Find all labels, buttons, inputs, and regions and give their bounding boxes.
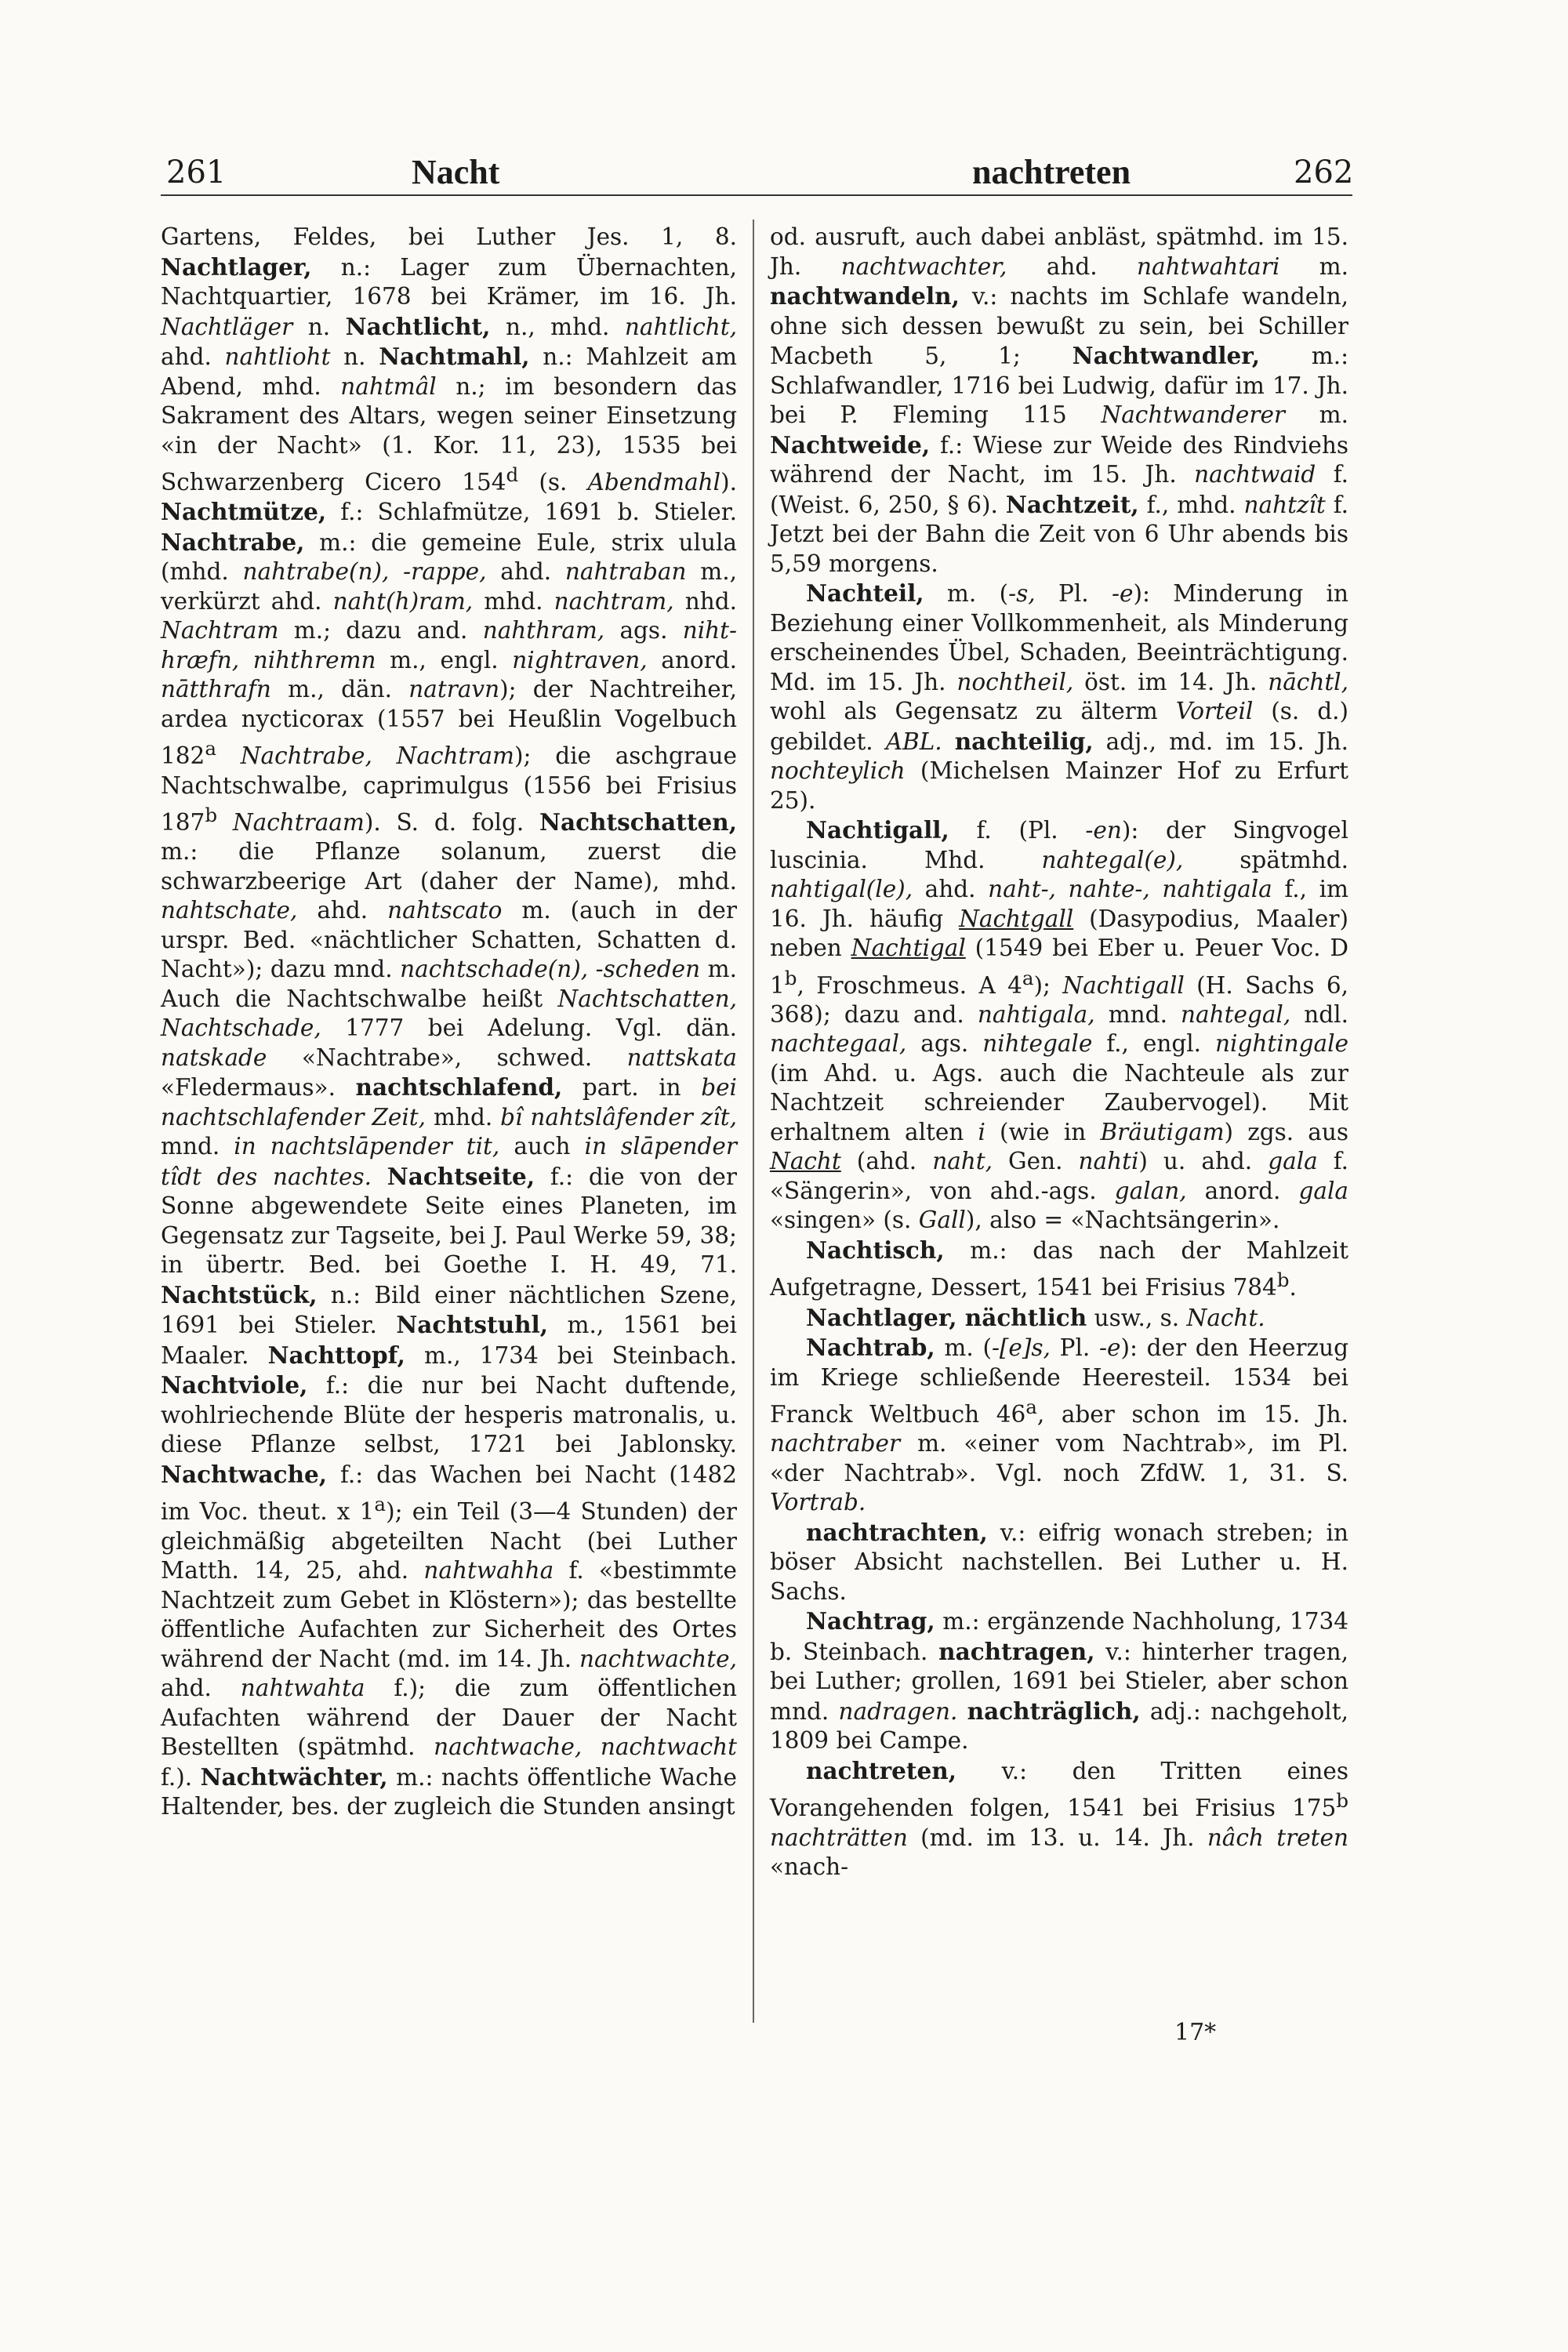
page-number-right: 262 — [1294, 154, 1354, 191]
running-head-right: nachtreten — [972, 153, 1131, 191]
right-column: od. ausruft, auch dabei anbläst, spätmhd. im 15. Jh. nachtwachter, ahd. nahtwahtari m. nachtwandeln, v.: nachts im Schlafe wandeln, ohne sich dessen bewußt zu sein, bei Schiller Macbeth 5, 1; Nachtwandler, m.: Schlafwandler, 1716 bei Ludwig, dafür im 17. Jh. bei P. Fleming 115 Nachtwanderer m. Nachtweide, f.: Wiese zur Weide des Rindviehs während der Nacht, im 15. Jh. nachtwaid f. (Weist. 6, 250, § 6). Nachtzeit, f., mhd. nahtzît f. Jetzt bei der Bahn die Zeit von 6 Uhr abends bis 5,59 morgens. Nachteil, m. (-s, Pl. -e): Minderung in Beziehung einer Vollkommenheit, als Minderung erscheinendes Übel, Schaden, Beeinträchtigung. Md. im 15. Jh. nochtheil, öst. im 14. Jh. nāchtl, wohl als Gegensatz zu älterm Vorteil (s. d.) gebildet. ABL. nachteilig, adj., md. im 15. Jh. nochteylich (Michelsen Mainzer Hof zu Erfurt 25). Nachtigall, f. (Pl. -en): der Singvogel luscinia. Mhd. nahtegal(e), spätmhd. nahtigal(le), ahd. naht-, nahte-, nahtigala f., im 16. Jh. häufig Nachtgall (Dasypodius, Maaler) neben Nachtigal (1549 bei Eber u. Peuer Voc. D 1$^b$, Froschmeus. A 4$^a$); Nachtigall (H. Sachs 6, 368); dazu and. nahtigala, mnd. nahtegal, ndl. nachtegaal, ags. nihtegale f., engl. nightingale (im Ahd. u. Ags. auch die Nachteule als zur Nachtzeit schreiender Zaubervogel). Mit erhaltnem alten i (wie in Bräutigam) zgs. aus Nacht (ahd. naht, Gen. nahti) u. ahd. gala f. «Sängerin», von ahd.-ags. galan, anord. gala «singen» (s. Gall), also = «Nachtsängerin». Nachtisch, m.: das nach der Mahlzeit Aufgetragne, Dessert, 1541 bei Frisius 784$^b$. Nachtlager, nächtlich usw., s. Nacht. Nachtrab, m. (-[e]s, Pl. -e): der den Heerzug im Kriege schließende Heeresteil. 1534 bei Franck Weltbuch 46$^a$, aber schon im 15. Jh. nachtraber m. «einer vom Nachtrab», im Pl. «der Nachtrab». Vgl. noch ZfdW. 1, 31. S. Vortrab. nachtrachten, v.: eifrig wonach streben; in böser Absicht nachstellen. Bei Luther u. H. Sachs. Nachtrag, m.: ergänzende Nachholung, 1734 b. Steinbach. nachtragen, v.: hinterher tragen, bei Luther; grollen, 1691 bei Stieler, aber schon mnd. nadragen. nachträglich, adj.: nachgeholt, 1809 bei Campe. nachtreten, v.: den Tritten eines Vorangehenden folgen, 1541 bei Frisius 175$^b$ nachträtten (md. im 13. u. 14. Jh. nâch treten «nach- — [770, 223, 1349, 1881]
header-rule — [161, 194, 1352, 196]
signature-mark: 17* — [1174, 2019, 1217, 2046]
column-divider — [753, 220, 754, 2023]
page-number-left: 261 — [166, 154, 227, 191]
running-head-left: Nacht — [412, 153, 500, 191]
left-column: Gartens, Feldes, bei Luther Jes. 1, 8. Nachtlager, n.: Lager zum Übernachten, Nachtquartier, 1678 bei Krämer, im 16. Jh. Nachtläger n. Nachtlicht, n., mhd. nahtlicht, ahd. nahtlioht n. Nachtmahl, n.: Mahlzeit am Abend, mhd. nahtmâl n.; im besondern das Sakrament des Altars, wegen seiner Einsetzung «in der Nacht» (1. Kor. 11, 23), 1535 bei Schwarzenberg Cicero 154$^d$ (s. Abendmahl). Nachtmütze, f.: Schlafmütze, 1691 b. Stieler. Nachtrabe, m.: die gemeine Eule, strix ulula (mhd. nahtrabe(n), -rappe, ahd. nahtraban m., verkürzt ahd. naht(h)ram, mhd. nachtram, nhd. Nachtram m.; dazu and. nahthram, ags. niht-hræfn, nihthremn m., engl. nightraven, anord. nātthrafn m., dän. natravn); der Nachtreiher, ardea nycticorax (1557 bei Heußlin Vogelbuch 182$^a$ Nachtrabe, Nachtram); die aschgraue Nachtschwalbe, caprimulgus (1556 bei Frisius 187$^b$ Nachtraam). S. d. folg. Nachtschatten, m.: die Pflanze solanum, zuerst die schwarzbeerige Art (daher der Name), mhd. nahtschate, ahd. nahtscato m. (auch in der urspr. Bed. «nächtlicher Schatten, Schatten d. Nacht»); dazu mnd. nachtschade(n), -scheden m. Auch die Nachtschwalbe heißt Nachtschatten, Nachtschade, 1777 bei Adelung. Vgl. dän. natskade «Nachtrabe», schwed. nattskata «Fledermaus». nachtschlafend, part. in bei nachtschlafender Zeit, mhd. bî nahtslâfender zît, mnd. in nachtslāpender tit, auch in slāpender tîdt des nachtes. Nachtseite, f.: die von der Sonne abgewendete Seite eines Planeten, im Gegensatz zur Tagseite, bei J. Paul Werke 59, 38; in übertr. Bed. bei Goethe I. H. 49, 71. Nachtstück, n.: Bild einer nächtlichen Szene, 1691 bei Stieler. Nachtstuhl, m., 1561 bei Maaler. Nachttopf, m., 1734 bei Steinbach. Nachtviole, f.: die nur bei Nacht duftende, wohlriechende Blüte der hesperis matronalis, u. diese Pflanze selbst, 1721 bei Jablonsky. Nachtwache, f.: das Wachen bei Nacht (1482 im Voc. theut. x 1$^a$); ein Teil (3—4 Stunden) der gleichmäßig abgeteilten Nacht (bei Luther Matth. 14, 25, ahd. nahtwahha f. «bestimmte Nachtzeit zum Gebet in Klöstern»); das bestellte öffentliche Aufachten zur Sicherheit des Ortes während der Nacht (md. im 14. Jh. nachtwachte, ahd. nahtwahta f.); die zum öffentlichen Aufachten während der Dauer der Nacht Bestellten (spätmhd. nachtwache, nachtwacht f.). Nachtwächter, m.: nachts öffentliche Wache Haltender, bes. der zugleich die Stunden ansingt — [161, 223, 738, 1820]
